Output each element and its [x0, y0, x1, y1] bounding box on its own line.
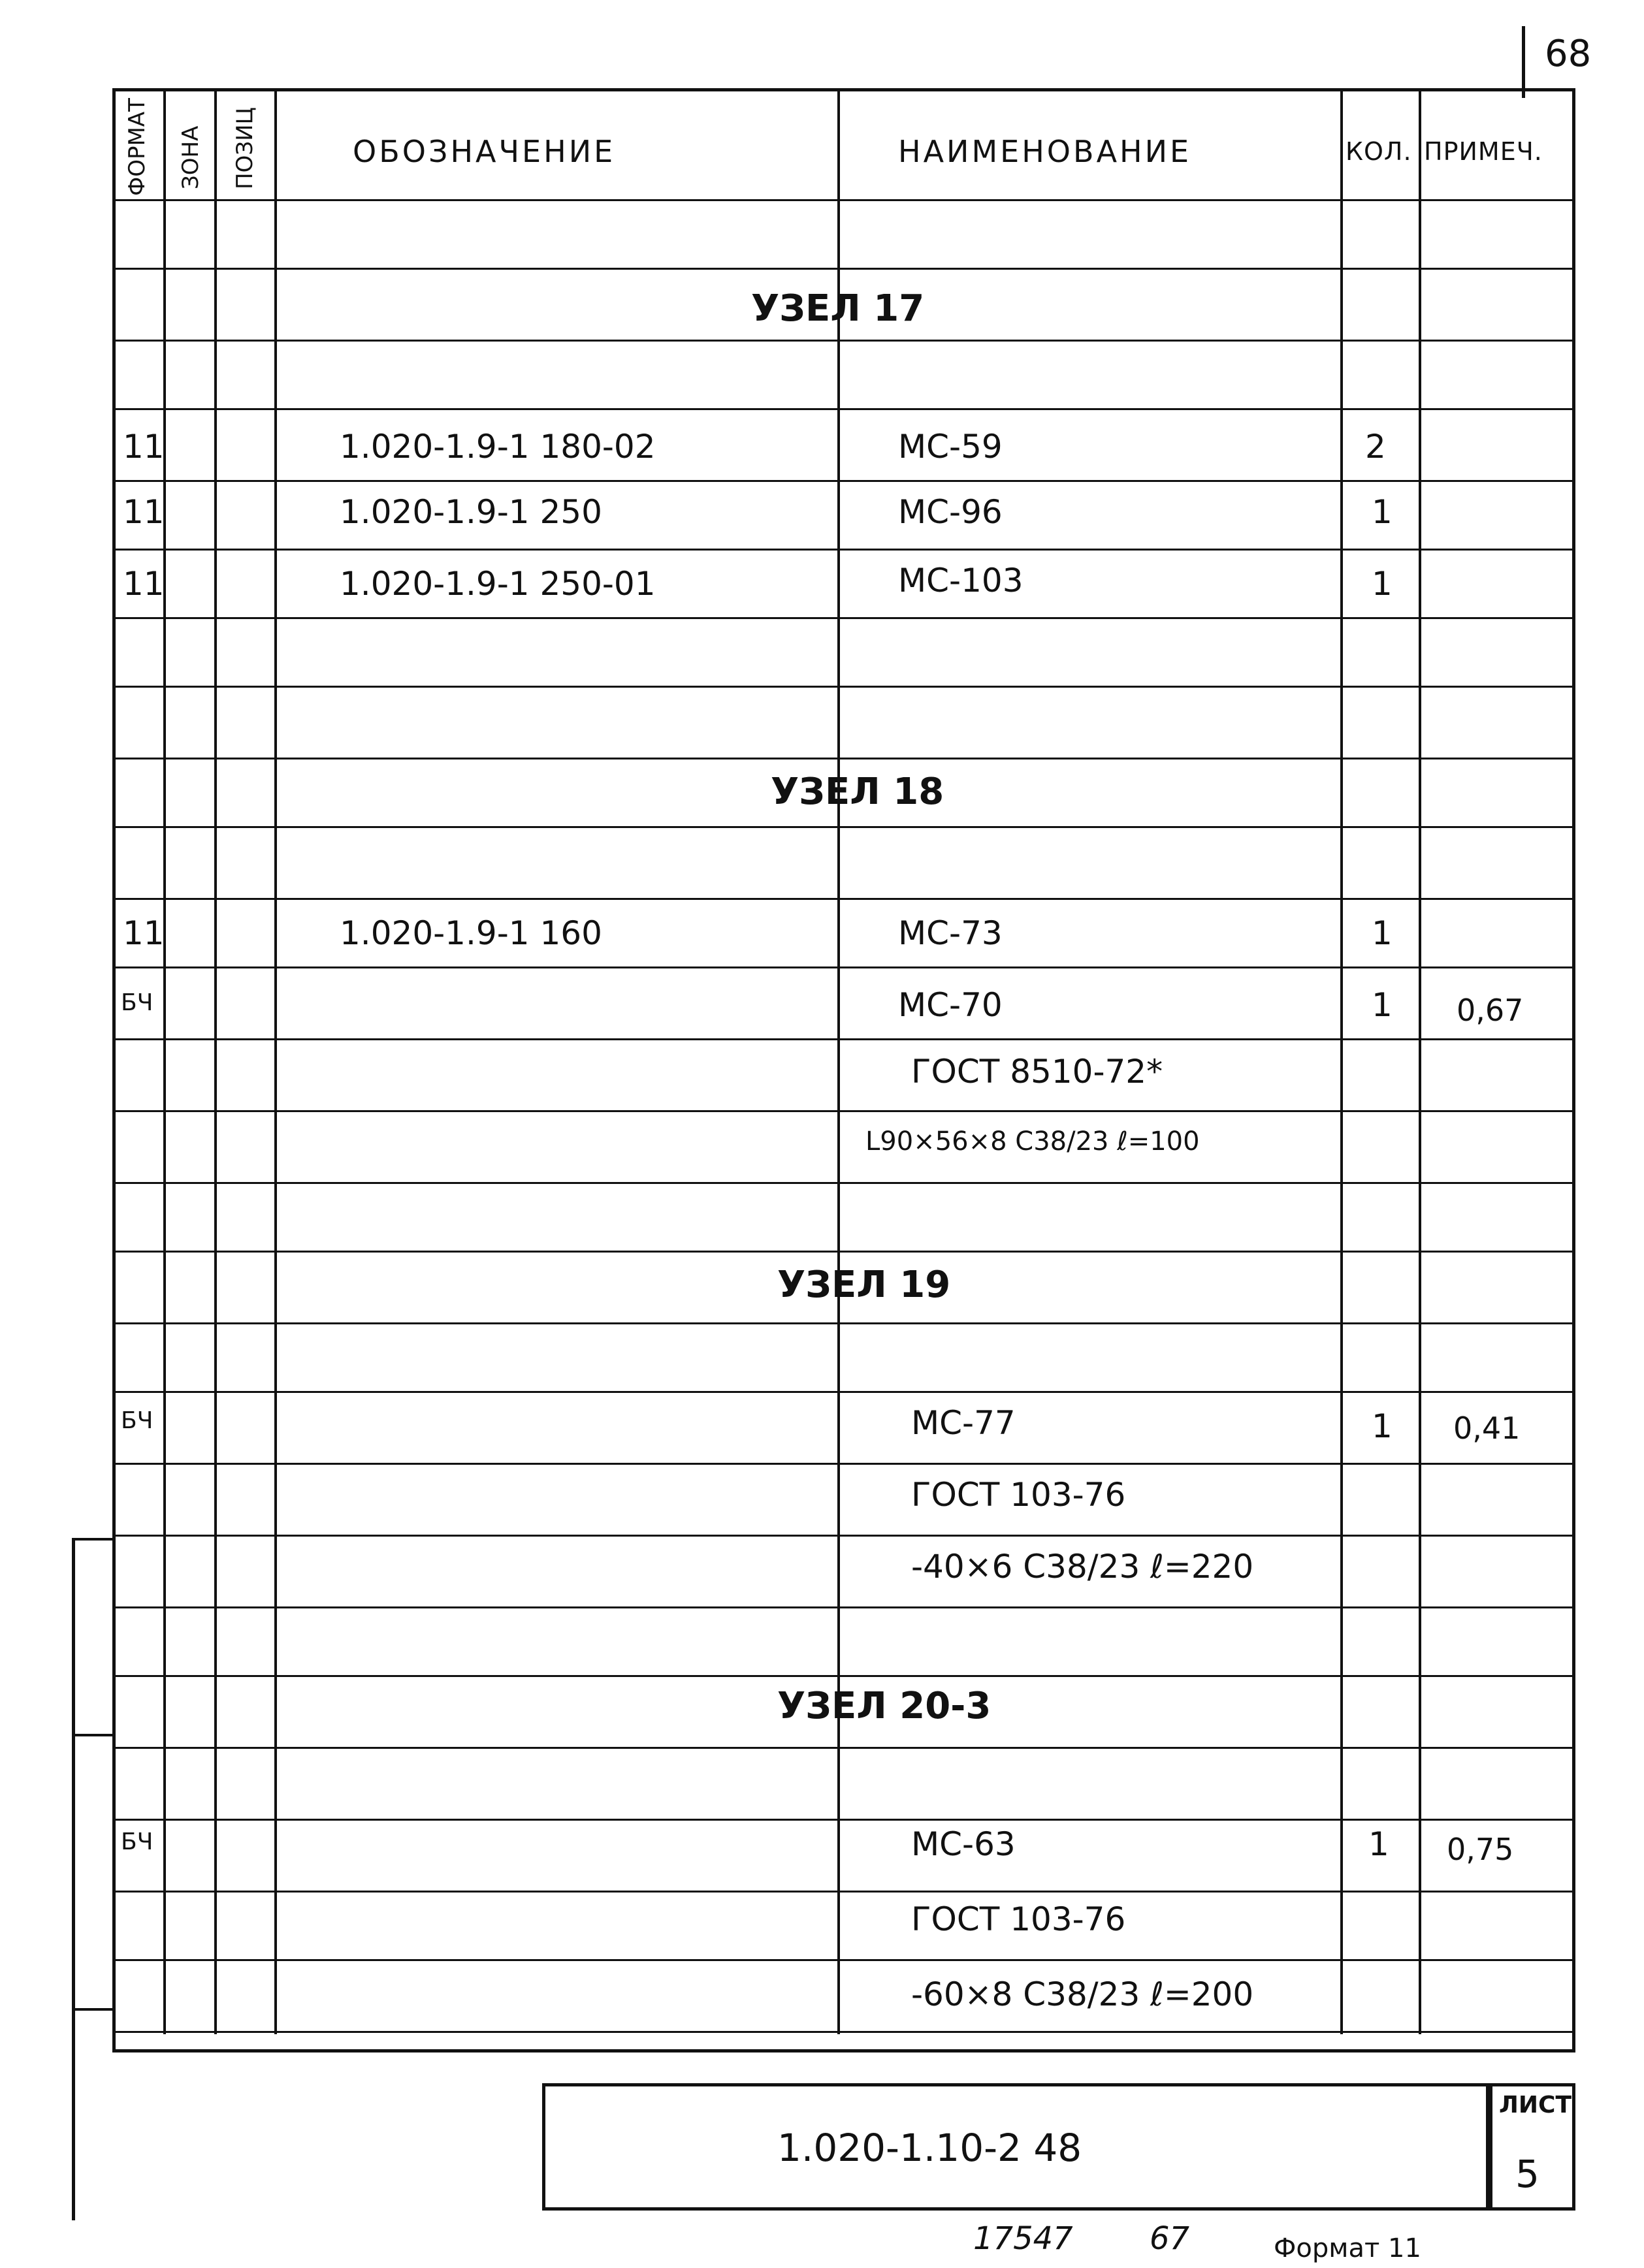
binding-strip-line: [72, 2008, 114, 2011]
cell-name: ГОСТ 103-76: [911, 1476, 1126, 1514]
row-line: [112, 966, 1575, 968]
cell-designation: 1.020-1.9-1 250: [340, 493, 602, 531]
col-line: [1419, 88, 1421, 2034]
cell-qty: 2: [1365, 428, 1386, 466]
header-designation: ОБОЗНАЧЕНИЕ: [353, 134, 616, 169]
row-line: [112, 1675, 1575, 1677]
row-line: [112, 1110, 1575, 1112]
cell-note: 0,75: [1447, 1832, 1514, 1867]
cell-name: -40×6 С38/23 ℓ=220: [911, 1548, 1254, 1586]
row-line: [112, 1038, 1575, 1040]
page-number-box: [1522, 26, 1643, 98]
cell-format: БЧ: [121, 989, 153, 1016]
cell-name: МС-63: [911, 1825, 1016, 1863]
spec-frame: [112, 88, 1575, 2052]
cell-qty: 1: [1368, 1825, 1389, 1863]
binding-strip-line: [72, 1734, 114, 1736]
header-pos: ПОЗИЦ: [232, 107, 258, 189]
row-line: [112, 758, 1575, 759]
row-line: [112, 408, 1575, 410]
row-line: [112, 199, 1575, 201]
row-line: [112, 1959, 1575, 1961]
section-title: УЗЕЛ 17: [751, 287, 925, 330]
sheet-number: 5: [1515, 2152, 1539, 2196]
cell-name: МС-70: [898, 986, 1003, 1024]
cell-designation: 1.020-1.9-1 160: [340, 914, 602, 952]
cell-qty: 1: [1372, 565, 1393, 603]
row-line: [112, 898, 1575, 900]
cell-format: 11: [123, 493, 165, 531]
cell-format: БЧ: [121, 1407, 153, 1434]
section-title: УЗЕЛ 19: [777, 1264, 951, 1306]
cell-note: 0,67: [1457, 993, 1524, 1028]
row-line: [112, 340, 1575, 342]
page-number: 68: [1545, 33, 1592, 75]
binding-strip-line: [72, 1538, 114, 1541]
row-line: [112, 1391, 1575, 1393]
col-line: [274, 88, 277, 2034]
cell-designation: 1.020-1.9-1 250-01: [340, 565, 656, 603]
cell-format: 11: [123, 428, 165, 466]
section-title: УЗЕЛ 18: [771, 771, 944, 813]
cell-name: МС-59: [898, 428, 1003, 466]
row-line: [112, 1819, 1575, 1821]
cell-note: 0,41: [1453, 1411, 1521, 1446]
footer-inv-number: 17547: [973, 2220, 1073, 2257]
header-format: ФОРМАТ: [124, 98, 150, 196]
cell-qty: 1: [1372, 914, 1393, 952]
row-line: [112, 549, 1575, 551]
cell-format: БЧ: [121, 1829, 153, 1855]
cell-name: МС-103: [898, 562, 1023, 599]
header-zone: ЗОНА: [178, 125, 204, 189]
header-qty: КОЛ.: [1346, 137, 1412, 166]
cell-qty: 1: [1372, 493, 1393, 531]
row-line: [112, 1251, 1575, 1253]
col-line: [837, 88, 840, 2034]
cell-name: МС-96: [898, 493, 1003, 531]
row-line: [112, 1747, 1575, 1749]
row-line: [112, 1891, 1575, 1893]
sheet-label: ЛИСТ: [1499, 2092, 1572, 2118]
cell-format: 11: [123, 914, 165, 952]
col-line: [163, 88, 166, 2034]
row-line: [112, 2031, 1575, 2033]
row-line: [112, 1606, 1575, 1608]
section-title: УЗЕЛ 20-3: [777, 1685, 991, 1727]
binding-strip-line: [72, 1538, 75, 2220]
row-line: [112, 1322, 1575, 1324]
cell-format: 11: [123, 565, 165, 603]
row-line: [112, 1535, 1575, 1537]
row-line: [112, 826, 1575, 828]
cell-name: МС-73: [898, 914, 1003, 952]
row-line: [112, 1463, 1575, 1465]
row-line: [112, 268, 1575, 270]
col-line: [1340, 88, 1343, 2034]
cell-name: ГОСТ 8510-72*: [911, 1053, 1163, 1091]
cell-name: L90×56×8 С38/23 ℓ=100: [865, 1126, 1200, 1157]
cell-qty: 1: [1372, 986, 1393, 1024]
cell-name: ГОСТ 103-76: [911, 1900, 1126, 1938]
row-line: [112, 480, 1575, 482]
cell-name: МС-77: [911, 1404, 1016, 1442]
row-line: [112, 1182, 1575, 1184]
header-name: НАИМЕНОВАНИЕ: [898, 134, 1192, 169]
header-note: ПРИМЕЧ.: [1424, 137, 1543, 166]
cell-designation: 1.020-1.9-1 180-02: [340, 428, 656, 466]
sheet-box: [1489, 2083, 1575, 2211]
document-code: 1.020-1.10-2 48: [777, 2126, 1082, 2170]
row-line: [112, 686, 1575, 688]
title-block: [542, 2083, 1489, 2211]
cell-qty: 1: [1372, 1407, 1393, 1445]
cell-name: -60×8 С38/23 ℓ=200: [911, 1975, 1254, 2013]
footer-format: Формат 11: [1274, 2233, 1421, 2263]
footer-number: 67: [1150, 2220, 1190, 2257]
col-line: [214, 88, 217, 2034]
row-line: [112, 617, 1575, 619]
